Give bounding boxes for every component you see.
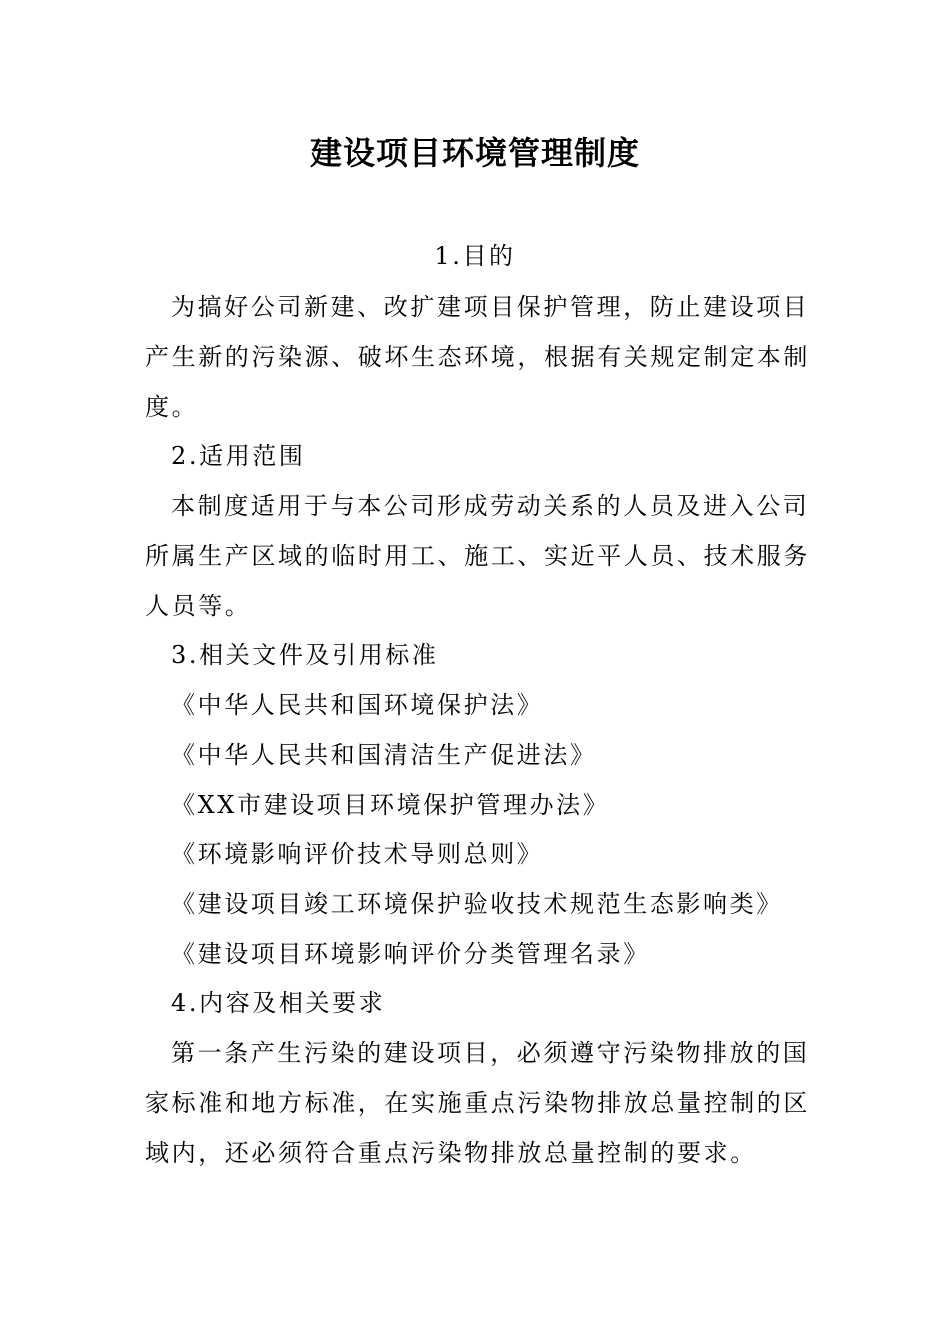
reference-item: 《XX市建设项目环境保护管理办法》 <box>171 791 610 819</box>
paragraph-line: 度。 <box>145 393 199 421</box>
reference-item: 《中华人民共和国环境保护法》 <box>171 691 544 719</box>
paragraph-line: 域内，还必须符合重点污染物排放总量控制的要求。 <box>145 1139 757 1167</box>
paragraph-line: 为搞好公司新建、改扩建项目保护管理，防止建设项目 <box>171 293 810 321</box>
reference-item: 《建设项目竣工环境保护验收技术规范生态影响类》 <box>171 890 783 918</box>
reference-item: 《中华人民共和国清洁生产促进法》 <box>171 741 597 769</box>
paragraph-line: 家标准和地方标准，在实施重点污染物排放总量控制的区 <box>145 1089 810 1117</box>
section-heading-purpose: 1.目的 <box>434 242 516 270</box>
reference-item: 《建设项目环境影响评价分类管理名录》 <box>171 940 650 968</box>
paragraph-line: 第一条产生污染的建设项目，必须遵守污染物排放的国 <box>171 1039 810 1067</box>
paragraph-line: 产生新的污染源、破坏生态环境，根据有关规定制定本制 <box>145 343 810 371</box>
paragraph-line: 所属生产区域的临时用工、施工、实近平人员、技术服务 <box>145 542 810 570</box>
paragraph-line: 人员等。 <box>145 592 252 620</box>
document-title: 建设项目环境管理制度 <box>309 134 640 172</box>
section-heading-references: 3.相关文件及引用标准 <box>171 641 439 669</box>
section-heading-requirements: 4.内容及相关要求 <box>171 989 386 1017</box>
section-heading-scope: 2.适用范围 <box>171 442 306 470</box>
paragraph-line: 本制度适用于与本公司形成劳动关系的人员及进入公司 <box>171 492 810 520</box>
reference-item: 《环境影响评价技术导则总则》 <box>171 840 544 868</box>
